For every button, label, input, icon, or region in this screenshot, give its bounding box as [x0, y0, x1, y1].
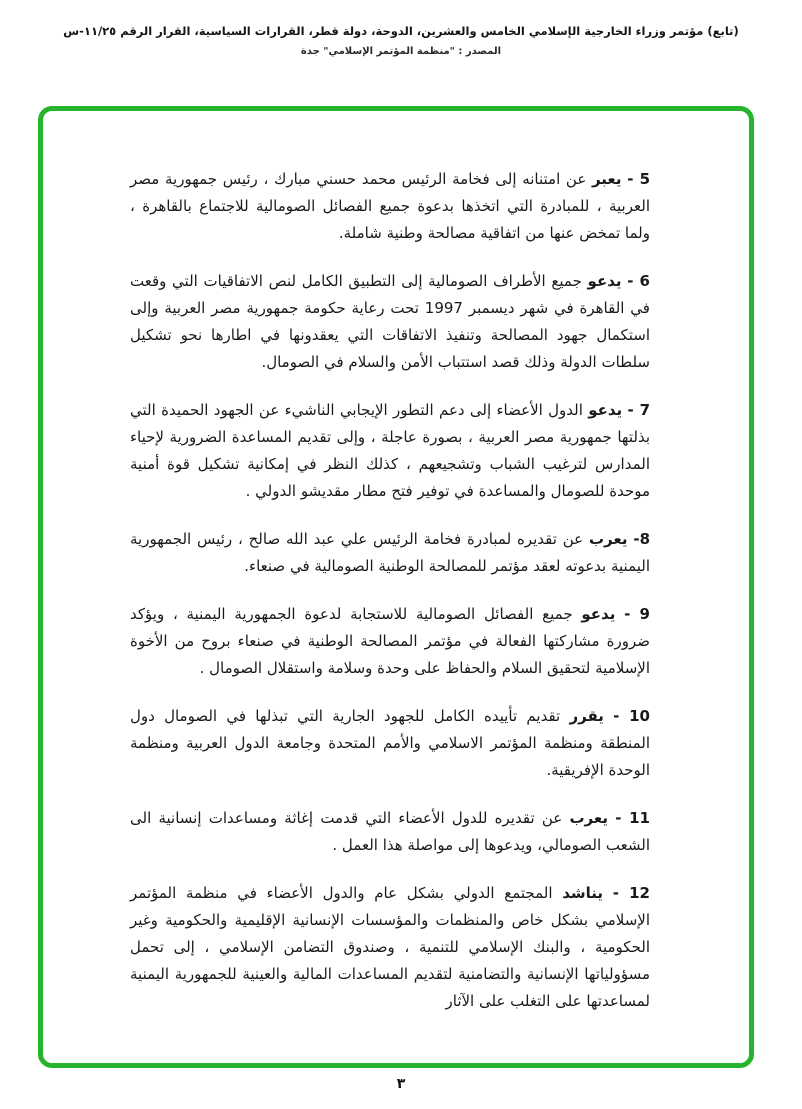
resolution-paragraph-10 [130, 703, 650, 784]
paragraph-lead-word: يقرر [569, 707, 604, 725]
resolution-paragraph-7 [130, 397, 650, 505]
paragraph-number: 11 - [615, 809, 650, 827]
resolution-paragraph-6 [130, 268, 650, 376]
paragraph-number: 12 - [612, 884, 650, 902]
header-citation: (تابع) مؤتمر وزراء الخارجية الإسلامي الخامس والعشرين، الدوحة، دولة قطر، القرارات السياسية، القرار الرقم ١١/٢٥-س [63, 24, 739, 38]
paragraph-lead-word: يناشد [562, 884, 604, 902]
resolution-paragraph-5 [130, 166, 650, 247]
paragraph-text: المجتمع الدولي بشكل عام والدول الأعضاء في منظمة المؤتمر الإسلامي بشكل خاص والمنظمات والمؤسسات الإنسانية الإقليمية والحكومية وغير الحكومية ، والبنك الإسلامي للتنمية ، وصندوق التضامن الإسلامي ، إلى تحمل مسؤولياتها الإنسانية والتضامنية لتقديم المساعدات المالية والعينية للجمهورية اليمنية لمساعدتها على التغلب على الآثار [130, 884, 650, 1010]
paragraph-lead-word: يعبر [591, 170, 622, 188]
resolution-paragraph-11 [130, 805, 650, 859]
resolution-paragraph-9 [130, 601, 650, 682]
paragraph-number: 5 - [627, 170, 650, 188]
resolution-body [130, 166, 650, 1036]
paragraph-text: الدول الأعضاء إلى دعم التطور الإيجابي الناشيء عن الجهود الحميدة التي بذلتها جمهورية مصر العربية ، بصورة عاجلة ، وإلى تقديم المساعدة الضرورية لإحياء المدارس لترغيب الشباب وتشجيعهم ، كذلك النظر في إمكانية تشكيل قوة أمنية موحدة للصومال والمساعدة في توفير فتح مطار مقديشو الدولي . [130, 401, 650, 500]
paragraph-text: عن امتنانه إلى فخامة الرئيس محمد حسني مبارك ، رئيس جمهورية مصر العربية ، للمبادرة التي اتخذها بدعوة جميع الفصائل الصومالية للاجتماع بالقاهرة ، ولما تمخض عنها من اتفاقية مصالحة وطنية شاملة. [130, 170, 650, 242]
paragraph-text: جميع الفصائل الصومالية للاستجابة لدعوة الجمهورية اليمنية ، ويؤكد ضرورة مشاركتها الفعالة في مؤتمر المصالحة الوطنية في صنعاء بروح من الأخوة الإسلامية لتحقيق السلام والحفاظ على وحدة وسلامة واستقلال الصومال . [130, 605, 650, 677]
page-number: ٣ [396, 1076, 406, 1092]
paragraph-lead-word: يعرب [588, 530, 628, 548]
resolution-paragraph-8 [130, 526, 650, 580]
paragraph-text: عن تقديره لمبادرة فخامة الرئيس علي عبد الله صالح ، رئيس الجمهورية اليمنية بدعوته لعقد مؤتمر للمصالحة الوطنية الصومالية في صنعاء. [130, 530, 650, 575]
paragraph-number: 8- [633, 530, 650, 548]
resolution-paragraph-12 [130, 880, 650, 1015]
paragraph-text: عن تقديره للدول الأعضاء التي قدمت إغاثة ومساعدات إنسانية الى الشعب الصومالي، ويدعوها إلى مواصلة هذا العمل . [130, 809, 650, 854]
paragraph-number: 6 - [627, 272, 650, 290]
header-source: المصدر : "منظمة المؤتمر الإسلامي" جدة [300, 46, 502, 57]
paragraph-text: جميع الأطراف الصومالية إلى التطبيق الكامل لنص الاتفاقيات التي وقعت في القاهرة في شهر ديسمبر 1997 تحت رعاية حكومة جمهورية مصر العربية وإلى استكمال جهود المصالحة وتنفيذ الاتفاقات التي يعقدونها في اطارها نحو تشكيل سلطات الدولة وذلك قصد استتباب الأمن والسلام في الصومال. [130, 272, 650, 371]
paragraph-lead-word: يدعو [587, 272, 622, 290]
paragraph-lead-word: يدعو [581, 605, 616, 623]
paragraph-lead-word: يدعو [588, 401, 623, 419]
paragraph-number: 9 - [624, 605, 650, 623]
page-header [0, 24, 802, 57]
paragraph-number: 10 - [613, 707, 650, 725]
paragraph-text: تقديم تأييده الكامل للجهود الجارية التي تبذلها في الصومال دول المنطقة ومنظمة المؤتمر الاسلامي والأمم المتحدة وجامعة الدول العربية ومنظمة الوحدة الإفريقية. [130, 707, 650, 779]
paragraph-number: 7 - [627, 401, 650, 419]
paragraph-lead-word: يعرب [569, 809, 608, 827]
